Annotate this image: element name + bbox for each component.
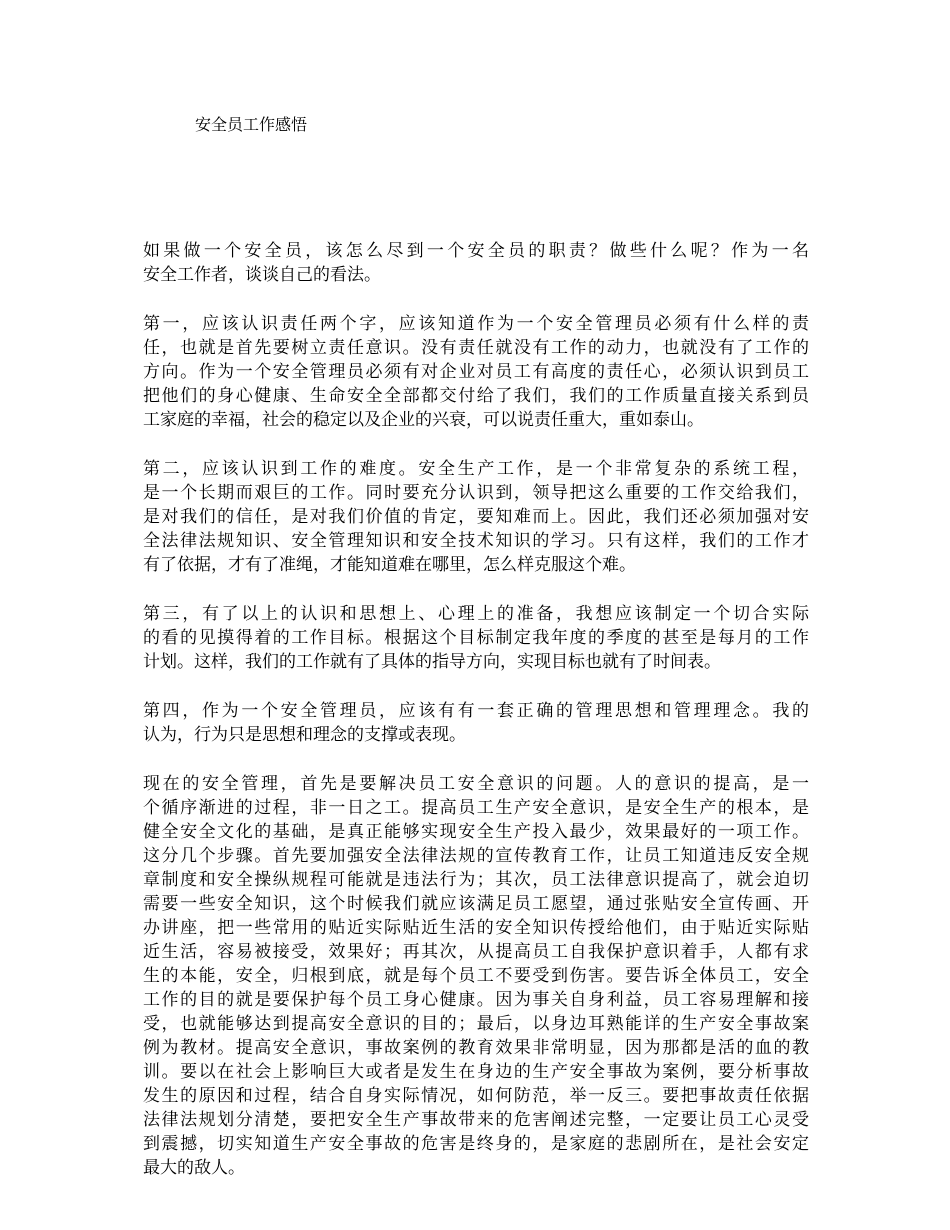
text-line: 计划。这样，我们的工作就有了具体的指导方向，实现目标也就有了时间表。 bbox=[143, 652, 721, 672]
text-line: 到震撼，切实知道生产安全事故的危害是终身的，是家庭的悲剧所在，是社会安定 bbox=[143, 1134, 809, 1154]
paragraph-fourth-point bbox=[143, 699, 809, 747]
text-line: 如果做一个安全员，该怎么尽到一个安全员的职责？做些什么呢？作为一名 bbox=[143, 241, 809, 261]
text-line: 需要一些安全知识，这个时候我们就应该满足员工愿望，通过张贴安全宣传画、开 bbox=[143, 894, 809, 914]
text-line: 安全工作者，谈谈自己的看法。 bbox=[143, 265, 381, 285]
text-line: 方向。作为一个安全管理员必须有对企业对员工有高度的责任心，必须认识到员工 bbox=[143, 362, 809, 382]
text-line: 全法律法规知识、安全管理知识和安全技术知识的学习。只有这样，我们的工作才 bbox=[143, 531, 809, 551]
text-line: 个循序渐进的过程，非一日之工。提高员工生产安全意识，是安全生产的根本，是 bbox=[143, 798, 809, 818]
text-line: 最大的敌人。 bbox=[143, 1158, 245, 1178]
document-body bbox=[143, 239, 809, 1205]
paragraph-third-point bbox=[143, 602, 809, 674]
text-line: 生的本能，安全，归根到底，就是每个员工不要受到伤害。要告诉全体员工，安全 bbox=[143, 966, 809, 986]
text-line: 办讲座，把一些常用的贴近实际贴近生活的安全知识传授给他们，由于贴近实际贴 bbox=[143, 918, 809, 938]
text-line: 的看的见摸得着的工作目标。根据这个目标制定我年度的季度的甚至是每月的工作 bbox=[143, 628, 809, 648]
text-line: 章制度和安全操纵规程可能就是违法行为；其次，员工法律意识提高了，就会迫切 bbox=[143, 870, 809, 890]
document-title: 安全员工作感悟 bbox=[195, 115, 308, 134]
text-line: 是对我们的信任，是对我们价值的肯定，要知难而上。因此，我们还必须加强对安 bbox=[143, 507, 809, 527]
paragraph-first-point bbox=[143, 312, 809, 432]
text-line: 认为，行为只是思想和理念的支撑或表现。 bbox=[143, 725, 466, 745]
text-line: 健全安全文化的基础，是真正能够实现安全生产投入最少，效果最好的一项工作。 bbox=[143, 822, 809, 842]
text-line: 第四，作为一个安全管理员，应该有有一套正确的管理思想和管理理念。我的 bbox=[143, 701, 809, 721]
text-line: 第三，有了以上的认识和思想上、心理上的准备，我想应该制定一个切合实际 bbox=[143, 604, 809, 624]
text-line: 是一个长期而艰巨的工作。同时要充分认识到，领导把这么重要的工作交给我们， bbox=[143, 483, 809, 503]
paragraph-safety-management bbox=[143, 772, 809, 1180]
text-line: 近生活，容易被接受，效果好；再其次，从提高员工自我保护意识着手，人都有求 bbox=[143, 942, 809, 962]
text-line: 例为教材。提高安全意识，事故案例的教育效果非常明显，因为那都是活的血的教 bbox=[143, 1038, 809, 1058]
paragraph-second-point bbox=[143, 457, 809, 577]
text-line: 工家庭的幸福，社会的稳定以及企业的兴衰，可以说责任重大，重如泰山。 bbox=[143, 410, 704, 430]
text-line: 训。要以在社会上影响巨大或者是发生在身边的生产安全事故为案例，要分析事故 bbox=[143, 1062, 809, 1082]
paragraph-intro bbox=[143, 239, 809, 287]
text-line: 发生的原因和过程，结合自身实际情况，如何防范，举一反三。要把事故责任依据 bbox=[143, 1086, 809, 1106]
text-line: 把他们的身心健康、生命安全全部都交付给了我们，我们的工作质量直接关系到员 bbox=[143, 386, 809, 406]
text-line: 法律法规划分清楚，要把安全生产事故带来的危害阐述完整，一定要让员工心灵受 bbox=[143, 1110, 809, 1130]
text-line: 受，也就能够达到提高安全意识的目的；最后，以身边耳熟能详的生产安全事故案 bbox=[143, 1014, 809, 1034]
text-line: 第二，应该认识到工作的难度。安全生产工作，是一个非常复杂的系统工程， bbox=[143, 459, 809, 479]
text-line: 任，也就是首先要树立责任意识。没有责任就没有工作的动力，也就没有了工作的 bbox=[143, 338, 809, 358]
text-line: 工作的目的就是要保护每个员工身心健康。因为事关自身利益，员工容易理解和接 bbox=[143, 990, 809, 1010]
text-line: 这分几个步骤。首先要加强安全法律法规的宣传教育工作，让员工知道违反安全规 bbox=[143, 846, 809, 866]
text-line: 第一，应该认识责任两个字，应该知道作为一个安全管理员必须有什么样的责 bbox=[143, 314, 809, 334]
text-line: 现在的安全管理，首先是要解决员工安全意识的问题。人的意识的提高，是一 bbox=[143, 774, 809, 794]
text-line: 有了依据，才有了准绳，才能知道难在哪里，怎么样克服这个难。 bbox=[143, 555, 636, 575]
